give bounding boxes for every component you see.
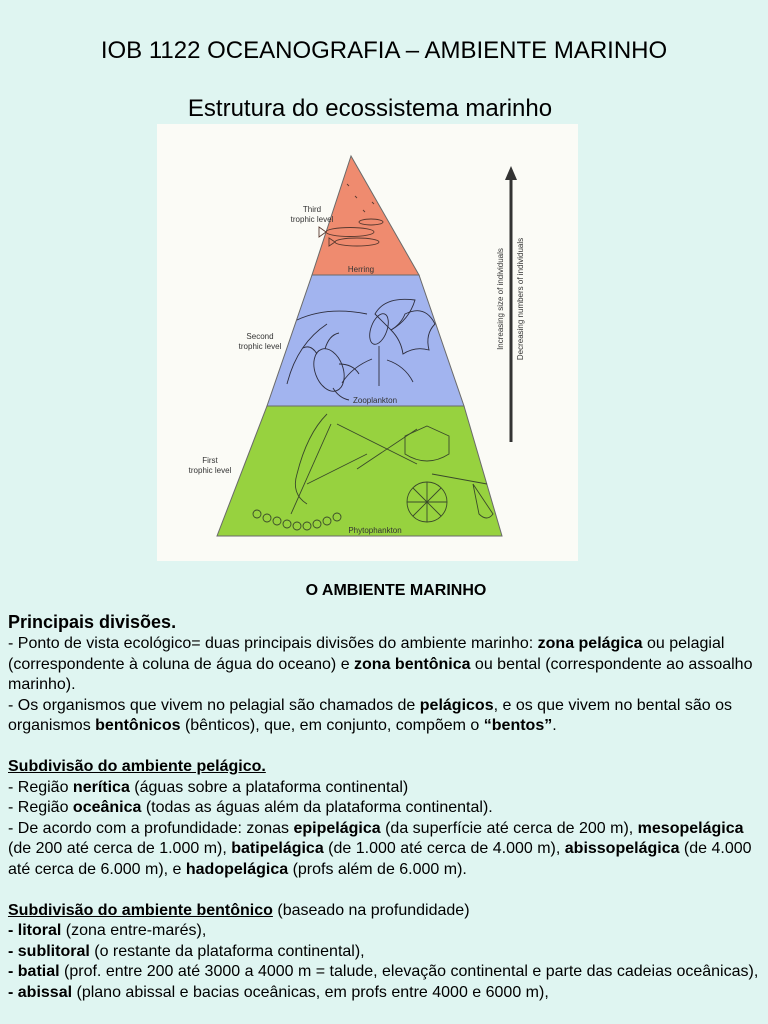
intro-paragraph-1: - Ponto de vista ecológico= duas principais divisões do ambiente marinho: zona pelágica ou pelagial (correspondente à coluna de água do oceano) e zona bentônica ou bental (correspondente ao assoalho marinho). xyxy=(8,635,753,693)
divisions-heading: Principais divisões. xyxy=(8,612,177,632)
arrow-label-numbers: Decreasing numbers of individuals xyxy=(516,237,525,361)
phytoplankton-label: Phytophankton xyxy=(348,526,402,535)
second-level-label-2: trophic level xyxy=(238,342,282,351)
first-level-label: First xyxy=(202,456,218,465)
arrow-label-size: Increasing size of individuals xyxy=(496,248,505,350)
benthic-item-batial: - batial (prof. entre 200 até 3000 a 4000 m = talude, elevação continental e parte das cadeias oceânicas), xyxy=(8,963,759,980)
second-level-label: Second xyxy=(246,332,274,341)
document-body xyxy=(8,610,760,1003)
benthic-item-litoral: - litoral (zona entre-marés), xyxy=(8,922,207,939)
pelagic-item-oceanic: - Região oceânica (todas as águas além da plataforma continental). xyxy=(8,799,493,816)
benthic-item-abissal: - abissal (plano abissal e bacias oceânicas, em profs entre 4000 e 6000 m), xyxy=(8,983,549,1001)
pyramid-tier-middle xyxy=(267,275,464,406)
page-title: IOB 1122 OCEANOGRAFIA – AMBIENTE MARINHO xyxy=(100,37,668,64)
pelagic-item-depth-zones: - De acordo com a profundidade: zonas epipelágica (da superfície até cerca de 200 m), mesopelágica (de 200 até cerca de 1.000 m), batipelágica (de 1.000 até cerca de 4.000 m), abissopelágica (de 4.000 até cerca de 6.000 m), e hadopelágica (profs além de 6.000 m). xyxy=(8,819,752,878)
pelagic-item-neritic: - Região nerítica (águas sobre a plataforma continental) xyxy=(8,778,409,796)
herring-label: Herring xyxy=(347,265,375,274)
benthic-item-sublitoral: - sublitoral (o restante da plataforma continental), xyxy=(8,942,365,960)
third-level-label: Third xyxy=(302,205,322,214)
intro-paragraph-2: - Os organismos que vivem no pelagial são chamados de pelágicos, e os que vivem no bental são os organismos bentônicos (bênticos), que, em conjunto, compõem o “bentos”. xyxy=(8,696,732,734)
page-subtitle: Estrutura do ecossistema marinho xyxy=(187,95,553,122)
pelagic-heading: Subdivisão do ambiente pelágico. xyxy=(8,758,266,775)
first-level-label-2: trophic level xyxy=(188,466,232,475)
trophic-pyramid-figure xyxy=(157,124,578,561)
section-title: O AMBIENTE MARINHO xyxy=(305,582,487,599)
zooplankton-label: Zooplankton xyxy=(352,396,398,405)
benthic-heading: Subdivisão do ambiente bentônico (baseado na profundidade) xyxy=(8,901,470,919)
third-level-label-2: trophic level xyxy=(290,215,334,224)
